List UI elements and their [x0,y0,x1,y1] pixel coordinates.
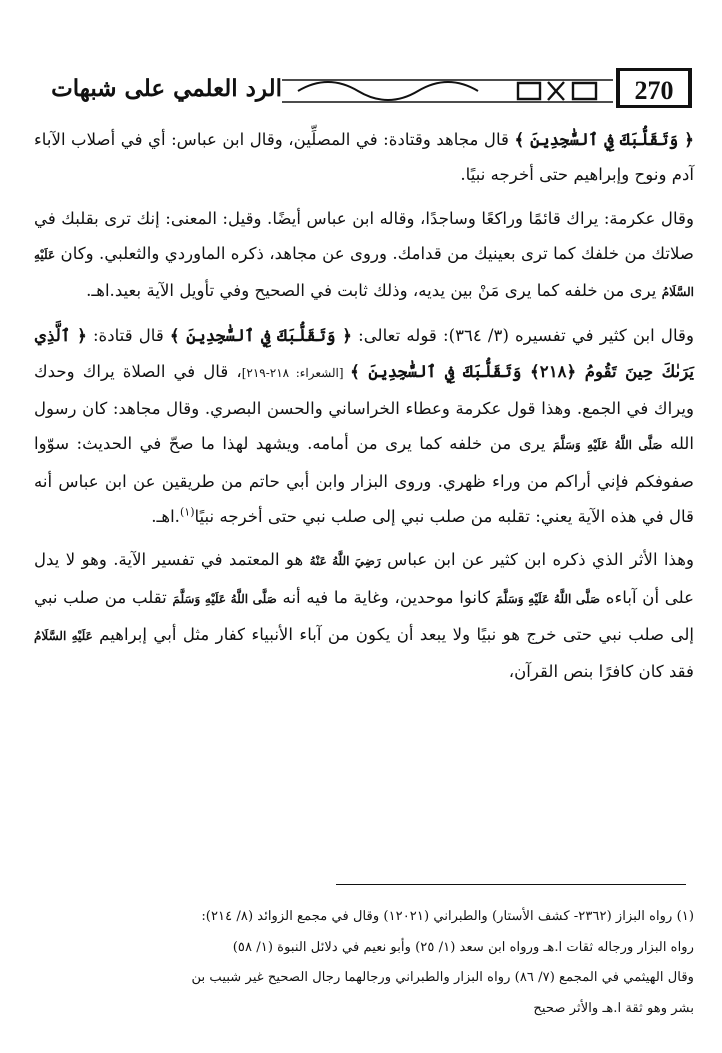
quran-verse: ﴿ وَتَقَلُّبَكَ فِي ٱلسَّٰجِدِينَ ﴾ [169,325,352,346]
honorific-glyph: صَلَّى اللَّهُ عَلَيْهِ وَسَلَّمَ [495,591,601,606]
page-header [28,60,692,120]
paragraph-text: قال مجاهد وقتادة: في المصلِّين، وقال ابن عباس: أي في أصلاب الآباء آدم ونوح وإبراهيم حتى أخرجه نبيًا. [34,130,694,185]
honorific-glyph: عَلَيْهِ السَّلَامُ [34,247,694,300]
paragraph-text: فقد كان كافرًا بنص القرآن، [508,662,694,682]
paragraph-text: يرى من خلفه كما يرى مَنْ بين يديه، وذلك ثابت في الصحيح وفي تأويل الآية بعيد.اهـ. [86,281,662,301]
honorific-glyph: رَضِيَ اللَّهُ عَنْهُ [309,554,381,569]
paragraph-text: هو المعتمد في تفسير الآية. وهو لا يدل على أن آباءه [34,550,694,607]
footnote-marker[interactable]: (١) [179,505,195,519]
page-number: 270 [616,68,692,108]
paragraph-4 [34,542,694,689]
paragraph-text: ، قال في الصلاة يراك وحدك ويراك في الجمع. وهذا قول عكرمة وعطاء الخراساني والحسن البصري. وقال مجاهد: كان رسول الله [34,361,694,454]
footnote-line: رواه البزار ورجاله ثقات ا.هـ ورواه ابن سعد (١/ ٢٥) وأبو نعيم في دلائل النبوة (١/ ٥٨) [232,939,694,955]
footnote-separator [336,884,686,885]
paragraph-text: وقال عكرمة: يراك قائمًا وراكعًا وساجدًا، وقاله ابن عباس أيضًا. وقيل: المعنى: إنك ترى بقلبك في صلاتك من خلفك كما ترى بعينيك من قدامك. وروى عن مجاهد، ذكره الماوردي والثعلبي. وكان [34,208,694,263]
paragraph-1 [34,122,694,193]
paragraph-text: كانوا موحدين، وغاية ما فيه أنه [276,587,496,607]
honorific-glyph: صَلَّى اللَّهُ عَلَيْهِ وَسَلَّمَ [552,438,663,453]
paragraph-text: وهذا الأثر الذي ذكره ابن كثير عن ابن عباس [380,550,695,570]
paragraph-2 [34,201,694,311]
running-title: الرد العلمي على شبهات [28,70,282,108]
paragraph-text: قال قتادة: [86,326,170,346]
footnote-line: وقال الهيثمي في المجمع (٧/ ٨٦) رواه البزار والطبراني ورجالهما رجال الصحيح غير شبيب بن [191,970,694,985]
quran-verse: ﴿ ٱلَّذِي يَرَىٰكَ حِينَ تَقُومُ ﴿٢١٨﴾ وَتَقَلُّبَكَ فِي ٱلسَّٰجِدِينَ ﴾ [34,325,694,381]
paragraph-text: وقال ابن كثير في تفسيره (٣/ ٣٦٤): قوله تعالى: [352,326,694,346]
paragraph-text: تقلب من صلب نبي إلى صلب نبي حتى خرج هو نبيًا ولا يبعد أن يكون من آباء الأنبياء كفار مثل أبي إبراهيم [34,587,694,644]
quran-verse: ﴿ وَتَقَلُّبَكَ فِي ٱلسَّٰجِدِينَ ﴾ [514,129,694,149]
paragraph-text: .اهـ. [151,506,180,526]
main-text [34,122,694,697]
footnote-line: (١) رواه البزاز (٢٣٦٢- كشف الأستار) والطبراني (١٢٠٢١) وقال في مجمع الزوائد (٨/ ٢١٤): [201,909,694,924]
footnotes [54,902,694,1024]
honorific-glyph: عَلَيْهِ السَّلَامُ [34,628,93,643]
verse-reference: [الشعراء: ٢١٨-٢١٩] [241,365,351,380]
paragraph-3 [34,318,694,534]
footnote-line: بشر وهو ثقة ا.هـ والأثر صحيح [533,1000,694,1016]
paragraph-text: يرى من خلفه كما يرى من أمامه. ويشهد لهذا ما صحّ في الحديث: سوّوا صفوفكم فإني أراكم من وراء ظهري. وروى البزار وابن أبي حاتم من طريقين عن ابن عباس أنه قال في هذه الآية يعني: تقلبه من صلب نبي إلى صلب نبي حتى أخرجه نبيًا [34,434,694,526]
honorific-glyph: صَلَّى اللَّهُ عَلَيْهِ وَسَلَّمَ [172,591,277,606]
